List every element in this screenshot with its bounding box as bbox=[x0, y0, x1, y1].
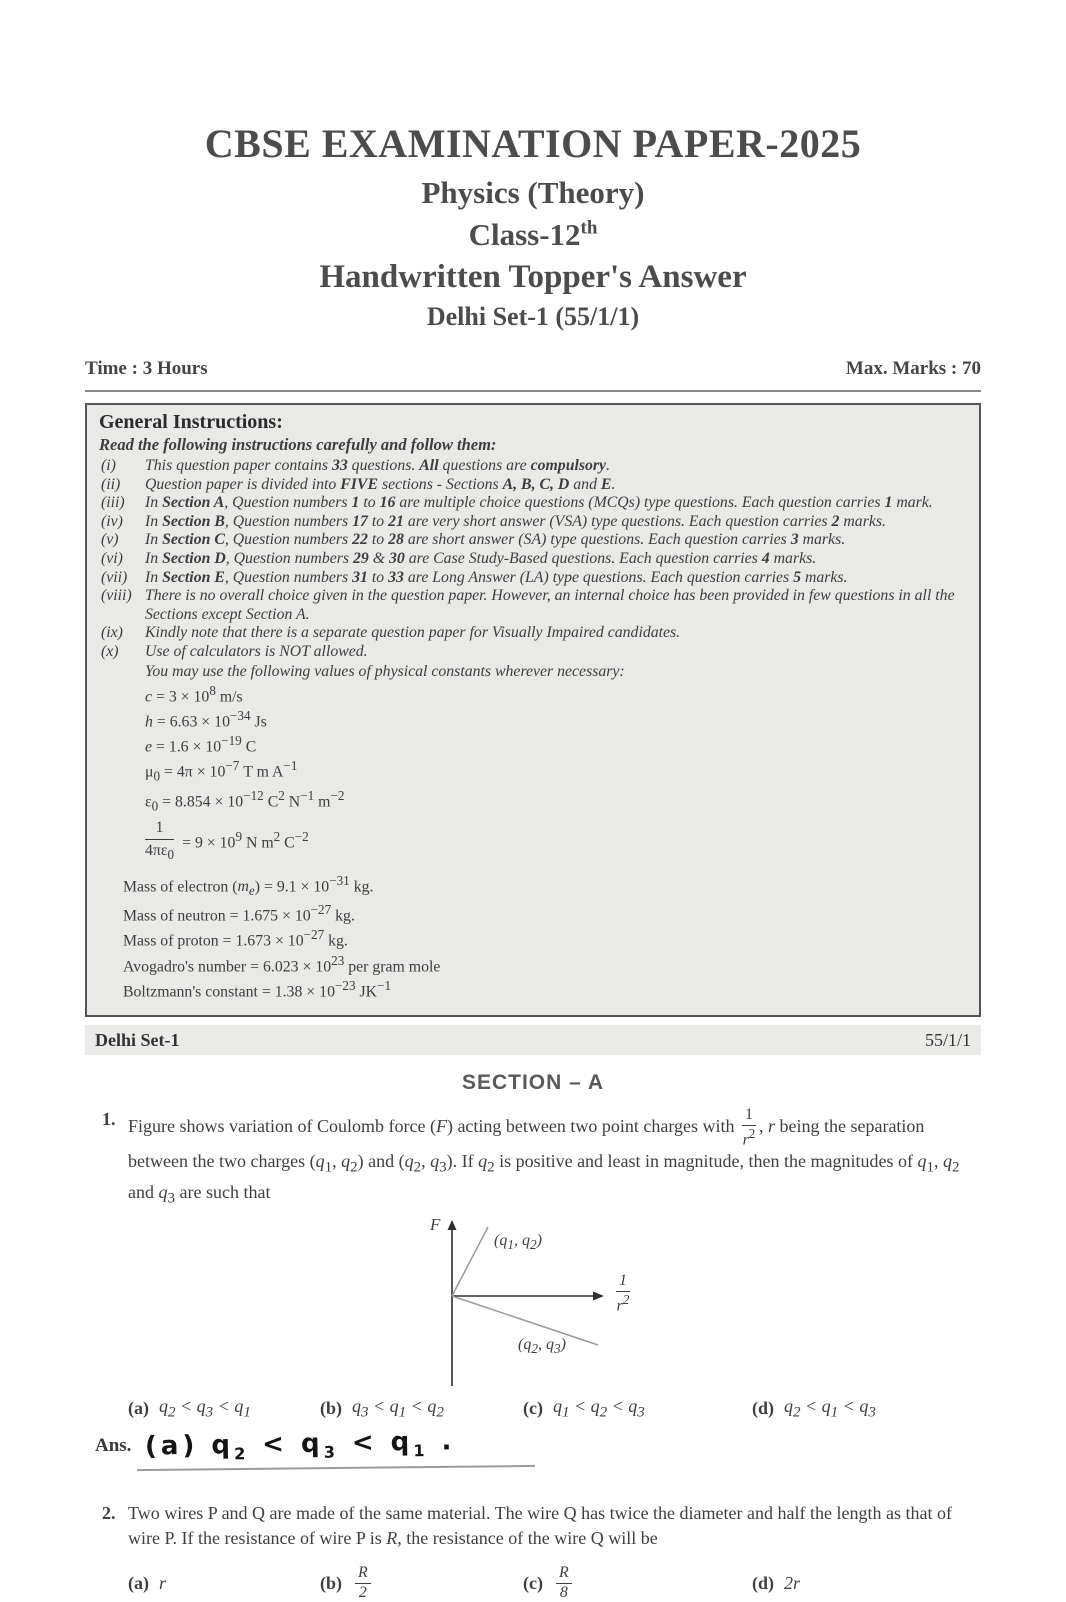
question-number: 2. bbox=[102, 1503, 116, 1524]
instruction-item: (x) Use of calculators is NOT allowed. bbox=[101, 642, 368, 660]
instruction-item: (iv) In Section B, Question numbers 17 to 21 are very short answer (VSA) type questions. Each question carries 2 marks. bbox=[101, 512, 886, 530]
constants-intro: You may use the following values of physical constants wherever necessary: bbox=[145, 662, 625, 680]
handwritten-underline bbox=[137, 1465, 535, 1471]
option-d: (d) $q_2 < q_1 < q_3$ bbox=[752, 1395, 876, 1421]
instruction-item: (i) This question paper contains 33 questions. All questions are compulsory. bbox=[101, 457, 611, 474]
title-block bbox=[85, 0, 981, 332]
graph-axes bbox=[420, 1218, 720, 1386]
lower-line-label: ($q_2$, $q_3$) bbox=[518, 1335, 566, 1357]
max-marks-label: Max. Marks : 70 bbox=[845, 358, 981, 379]
instructions-subtitle: Read the following instructions carefully and follow them: bbox=[99, 435, 497, 454]
instruction-item: (vii) In Section E, Question numbers 31 to 33 are Long Answer (LA) type questions. Each question carries 5 marks. bbox=[101, 568, 848, 586]
constant-line: $\mu_0 = 4\pi \times 10^{-7}$ T m $A^{-1}$ bbox=[145, 758, 298, 784]
question-2 bbox=[85, 1501, 981, 1551]
section-heading: SECTION – A bbox=[461, 1071, 605, 1095]
option-a: (a) $q_2 < q_3 < q_1$ bbox=[128, 1395, 251, 1421]
option-fraction: $\frac{R}{2}$ bbox=[355, 1565, 371, 1601]
constant-line: Avogadro's number = $6.023 \times 10^{23}$ per gram mole bbox=[123, 952, 441, 975]
mass-constants-block bbox=[99, 871, 967, 1001]
answer-label: Ans. bbox=[95, 1435, 132, 1457]
general-instructions-box bbox=[85, 403, 981, 1017]
instruction-item: (vi) In Section D, Question numbers 29 & 30 are Case Study-Based questions. Each question carries 4 marks. bbox=[101, 549, 817, 567]
question-1 bbox=[85, 1107, 981, 1212]
constant-line: $e = 1.6 \times 10^{-19}$ C bbox=[145, 733, 257, 756]
meta-row bbox=[85, 358, 981, 380]
time-label: Time : 3 Hours bbox=[85, 358, 208, 379]
x-axis-label: $\frac{1}{r^2}$ bbox=[616, 1271, 630, 1314]
q1-answer-row bbox=[85, 1427, 981, 1479]
q2-options bbox=[85, 1565, 981, 1601]
option-a: (a) r bbox=[128, 1573, 167, 1594]
instruction-item: (iii) In Section A, Question numbers 1 to 16 are multiple choice questions (MCQs) type questions. Each question carries 1 mark. bbox=[101, 494, 933, 512]
set-bar bbox=[85, 1025, 981, 1055]
option-c: (c) $q_1 < q_2 < q_3$ bbox=[523, 1395, 645, 1421]
divider-rule bbox=[85, 390, 981, 392]
set-bar-left: Delhi Set-1 bbox=[95, 1029, 180, 1050]
y-axis-label: F bbox=[430, 1214, 441, 1234]
instruction-item: (ii) Question paper is divided into FIVE sections - Sections A, B, C, D and E. bbox=[101, 475, 616, 493]
constant-line: $c = 3 \times 10^8$ m/s bbox=[145, 682, 243, 705]
option-fraction: $\frac{R}{8}$ bbox=[556, 1565, 572, 1601]
question-text: Figure shows variation of Coulomb force (F) acting between two point charges with $\frac{1}{r^2}$ , r being the separation between the two charges ($q_1$, $q_2$) and ($q_2$, $q_3$). If $q_2$ is positive and least in magnitude, then the magnitudes of $q_1$, $q_2$ and $q_3$ are such that bbox=[128, 1106, 960, 1207]
option-d: (d) 2r bbox=[752, 1573, 801, 1594]
q1-graph-figure bbox=[420, 1214, 720, 1386]
paper-title: CBSE EXAMINATION PAPER-2025 bbox=[204, 121, 862, 166]
upper-line-label: ($q_1$, $q_2$) bbox=[494, 1231, 542, 1253]
instruction-item: (viii) There is no overall choice given in the question paper. However, an internal choice has been provided in few questions in all the Sections except Section A. bbox=[101, 587, 955, 623]
coulomb-constant-line: $\frac{1}{4\pi\varepsilon_0}$ = $9 \times 10^9$ N $m^2$ $C^{-2}$ bbox=[145, 819, 309, 863]
option-b: (b) $q_3 < q_1 < q_2$ bbox=[320, 1395, 444, 1421]
question-text: Two wires P and Q are made of the same material. The wire Q has twice the diameter and half the length as that of wire P. If the resistance of wire P is R, the resistance of the wire Q will be bbox=[128, 1503, 952, 1549]
inline-fraction: $\frac{1}{r^2}$ bbox=[742, 1106, 756, 1149]
instruction-item: (v) In Section C, Question numbers 22 to 28 are short answer (SA) type questions. Each question carries 3 marks. bbox=[101, 531, 846, 549]
constant-line: $h = 6.63 \times 10^{-34}$ Js bbox=[145, 707, 267, 731]
set-bar-right: 55/1/1 bbox=[924, 1029, 971, 1050]
handwritten-answer: (a) $q_2 < q_3 < q_1$ . bbox=[145, 1426, 457, 1464]
q1-options bbox=[85, 1396, 981, 1422]
instructions-title: General Instructions: bbox=[99, 411, 283, 433]
paper-subject: Physics (Theory) bbox=[421, 175, 645, 210]
question-number: 1. bbox=[102, 1109, 116, 1130]
constant-line: Mass of neutron = $1.675 \times 10^{-27}$ kg. bbox=[123, 902, 355, 925]
constant-line: Mass of proton = $1.673 \times 10^{-27}$ kg. bbox=[123, 927, 348, 950]
constant-line: Boltzmann's constant = $1.38 \times 10^{-23}$ $JK^{-1}$ bbox=[123, 977, 392, 1001]
coulomb-fraction: $\frac{1}{4\pi\varepsilon_0}$ bbox=[145, 819, 175, 863]
instruction-item: (ix) Kindly note that there is a separate question paper for Visually Impaired candidates. bbox=[101, 624, 681, 642]
paper-set-line: Delhi Set-1 (55/1/1) bbox=[426, 302, 640, 331]
paper-answer-type: Handwritten Topper's Answer bbox=[319, 259, 747, 295]
constant-line: $\varepsilon_0 = 8.854 \times 10^{-12}$ $C^2$ $N^{-1}$ $m^{-2}$ bbox=[145, 787, 345, 814]
option-b: (b) $\frac{R}{2}$ bbox=[320, 1565, 523, 1601]
paper-class: Class-12th bbox=[468, 217, 598, 252]
option-c: (c) $\frac{R}{8}$ bbox=[523, 1565, 752, 1601]
constant-line: Mass of electron $(m_e) = 9.1 \times 10^{-31}$ kg. bbox=[123, 872, 374, 899]
